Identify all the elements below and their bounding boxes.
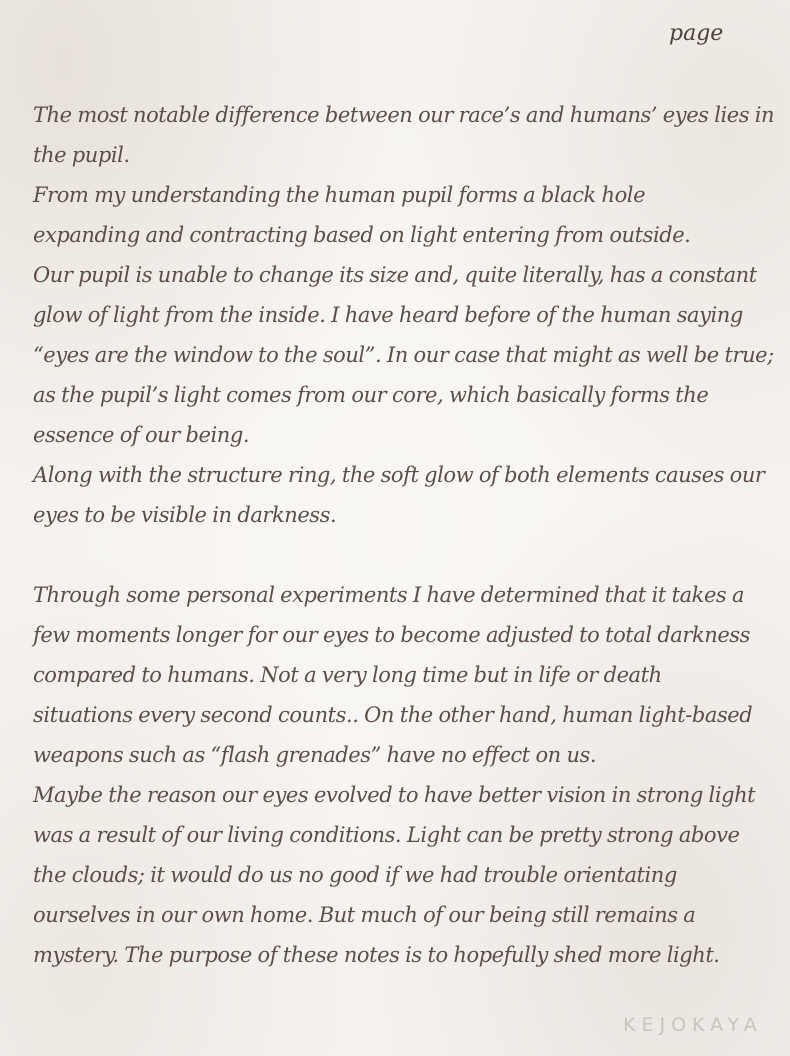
body-text xyxy=(33,95,775,975)
text-line: From my understanding the human pupil forms a black hole xyxy=(33,183,646,207)
text-line: The most notable difference between our race’s and humans’ eyes lies in xyxy=(33,103,775,127)
text-line: the clouds; it would do us no good if we had trouble orientating xyxy=(33,863,677,887)
text-line: Along with the structure ring, the soft glow of both elements causes our xyxy=(33,463,765,487)
text-line: eyes to be visible in darkness. xyxy=(33,503,337,527)
text-line: compared to humans. Not a very long time but in life or death xyxy=(33,663,662,687)
text-line: weapons such as “flash grenades” have no effect on us. xyxy=(33,743,597,767)
text-line: was a result of our living conditions. Light can be pretty strong above xyxy=(33,823,740,847)
text-line: mystery. The purpose of these notes is to hopefully shed more light. xyxy=(33,943,720,967)
watermark: KEJOKAYA xyxy=(623,1014,763,1036)
text-line: situations every second counts.. On the other hand, human light-based xyxy=(33,703,753,727)
text-line: the pupil. xyxy=(33,143,130,167)
text-line: Maybe the reason our eyes evolved to have better vision in strong light xyxy=(33,783,756,807)
text-line: expanding and contracting based on light entering from outside. xyxy=(33,223,691,247)
page-label: page xyxy=(669,21,724,46)
text-line: “eyes are the window to the soul”. In our case that might as well be true; xyxy=(33,343,774,367)
text-line: Our pupil is unable to change its size and, quite literally, has a constant xyxy=(33,263,757,287)
text-line: Through some personal experiments I have determined that it takes a xyxy=(33,583,745,607)
text-line: ourselves in our own home. But much of our being still remains a xyxy=(33,903,696,927)
text-line: as the pupil’s light comes from our core, which basically forms the xyxy=(33,383,709,407)
text-line: essence of our being. xyxy=(33,423,250,447)
text-line: glow of light from the inside. I have heard before of the human saying xyxy=(33,303,743,327)
text-line: few moments longer for our eyes to become adjusted to total darkness xyxy=(33,623,750,647)
paragraph-break xyxy=(33,535,768,575)
paragraph-1 xyxy=(33,95,775,975)
